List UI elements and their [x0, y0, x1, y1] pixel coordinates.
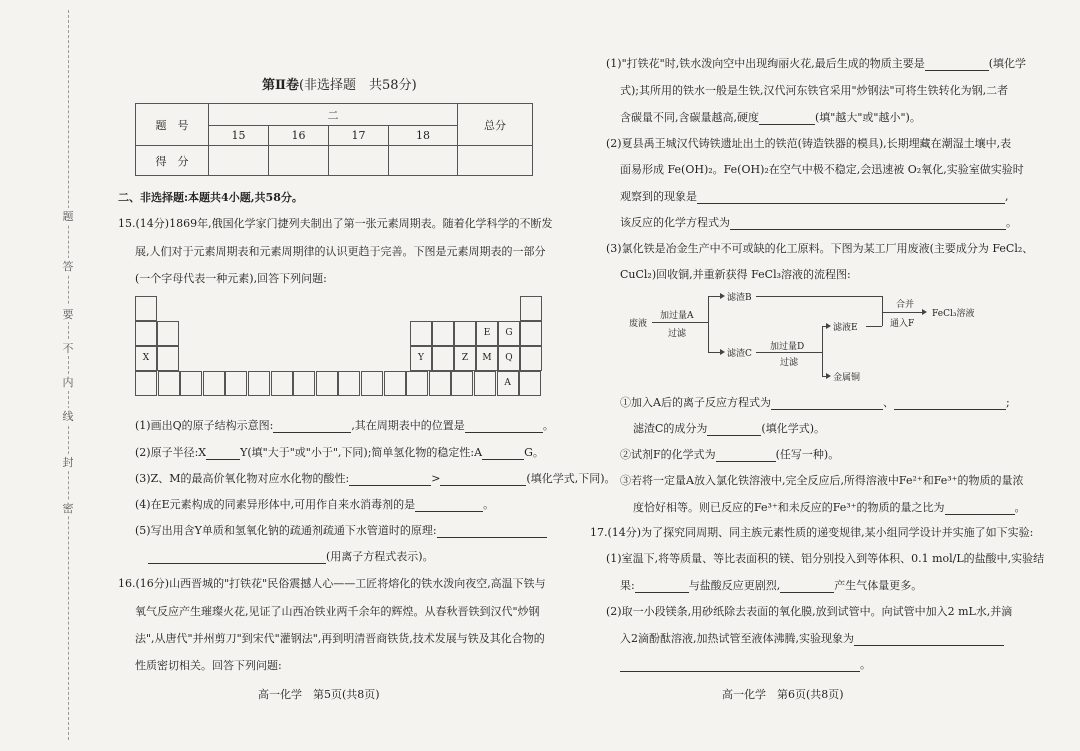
seal-char: 封	[57, 454, 79, 470]
q15-sub5	[135, 522, 547, 538]
pt-cell: Y	[410, 346, 432, 371]
flow-lvB: 滤渣B	[727, 293, 752, 303]
text: (任写一种)。	[775, 448, 840, 461]
answer-blank[interactable]	[730, 218, 1006, 230]
arrow-icon	[720, 349, 725, 355]
pt-cell	[338, 371, 360, 396]
pt-cell: X	[135, 346, 157, 371]
pt-cell	[384, 371, 406, 396]
text: (1)画出Q的原子结构示意图:	[135, 419, 274, 432]
score-col: 17	[329, 126, 389, 146]
text: 产生气体量更多。	[834, 579, 923, 592]
text: G。	[524, 446, 544, 459]
section-title	[262, 74, 417, 93]
answer-blank[interactable]	[206, 448, 240, 460]
page-footer-right: 高一化学 第6页(共8页)	[722, 688, 844, 701]
text: 。	[860, 658, 871, 671]
answer-blank[interactable]	[945, 503, 1015, 515]
score-total: 总分	[458, 104, 533, 146]
pt-cell	[248, 371, 270, 396]
text: 入2滴酚酞溶液,加热试管至液体沸腾,实验现象为	[620, 632, 854, 645]
arrow-icon	[826, 323, 831, 329]
score-input[interactable]	[458, 146, 533, 176]
flow-lvC: 滤渣C	[727, 349, 752, 359]
seal-char: 线	[57, 408, 79, 424]
q16-c3-cont	[633, 499, 1026, 515]
q16-text: 16.(16分)山西晋城的"打铁花"民俗震撼人心——工匠将熔化的铁水泼向夜空,高温下铁与	[118, 577, 546, 590]
seal-char: 内	[57, 374, 79, 390]
pt-cell	[158, 371, 180, 396]
text: (填化学式,下同)。	[526, 472, 616, 485]
pt-cell	[157, 321, 179, 346]
q15-sub5b	[148, 548, 434, 564]
answer-blank[interactable]	[437, 526, 547, 538]
q16-text: 氧气反应产生璀璨火花,见证了山西冶铁业两千余年的辉煌。从春秋晋铁到汉代"炒钢	[135, 605, 540, 618]
seal-char: 题	[57, 208, 79, 224]
pt-cell	[474, 371, 496, 396]
flow-line	[866, 326, 882, 327]
q16-p3-cont: CuCl₂)回收铜,并重新获得 FeCl₃溶液的流程图:	[620, 268, 851, 281]
q17-sub2: (2)取一小段镁条,用砂纸除去表面的氧化膜,放到试管中。向试管中加入2 mL水,并滴	[606, 605, 1013, 618]
text: >	[431, 472, 441, 485]
q17-sub1-cont	[620, 577, 922, 593]
flow-tongF: 通入F	[890, 319, 915, 329]
pt-cell	[519, 371, 541, 396]
flow-a1: 加过量A	[660, 311, 694, 321]
score-input[interactable]	[209, 146, 269, 176]
score-group: 二	[209, 104, 458, 126]
q16-p2-cont2: 观察到的现象是 ,	[620, 190, 1009, 203]
answer-blank[interactable]	[349, 474, 431, 486]
q15-text: (一个字母代表一种元素),回答下列问题:	[135, 272, 327, 285]
title-sub: (非选择题 共58分)	[298, 78, 417, 93]
pt-cell	[316, 371, 338, 396]
answer-blank[interactable]	[771, 398, 883, 410]
answer-blank[interactable]	[894, 398, 1006, 410]
page-footer-left: 高一化学 第5页(共8页)	[258, 688, 380, 701]
text: (填化学	[988, 57, 1026, 70]
flow-d1: 加过量D	[770, 342, 805, 352]
arrow-icon	[826, 373, 831, 379]
q15-text: 展,人们对于元素周期表和元素周期律的认识更趋于完善。下图是元素周期表的一部分	[135, 245, 546, 258]
pt-cell	[135, 296, 157, 321]
pt-cell	[454, 321, 476, 346]
text: 度恰好相等。则已反应的Fe³⁺和未反应的Fe³⁺的物质的量之比为	[633, 501, 945, 514]
answer-blank[interactable]	[780, 581, 834, 593]
text: (填化学式)。	[761, 422, 826, 435]
flow-line	[882, 296, 883, 326]
text: (5)写出用含Y单质和氢氧化钠的疏通剂疏通下水管道时的原理:	[135, 524, 437, 537]
answer-blank[interactable]	[697, 192, 1005, 204]
text: (3)Z、M的最高价氧化物对应水化物的酸性:	[135, 472, 350, 485]
pt-cell	[225, 371, 247, 396]
q16-p3: (3)氯化铁是冶金生产中不可或缺的化工原料。下图为某工厂用废液(主要成分为 FeCl₂、	[606, 242, 1034, 255]
flow-fecl3: FeCl₃溶液	[932, 309, 975, 319]
q15-sub1	[135, 417, 554, 433]
flow-line	[708, 296, 709, 352]
text: 该反应的化学方程式为	[620, 216, 730, 229]
pt-cell	[135, 321, 157, 346]
answer-blank[interactable]	[440, 474, 526, 486]
text: (2)原子半径:X	[135, 446, 207, 459]
score-input[interactable]	[389, 146, 458, 176]
pt-cell	[361, 371, 383, 396]
pt-cell	[271, 371, 293, 396]
q16-c3: ③若将一定量A放入氯化铁溶液中,完全反应后,所得溶液中Fe²⁺和Fe³⁺的物质的量浓	[620, 474, 1024, 487]
answer-blank[interactable]	[925, 59, 989, 71]
arrow-icon	[720, 293, 725, 299]
pt-cell	[520, 296, 542, 321]
pt-cell: Q	[498, 346, 520, 371]
q15-sub4	[135, 496, 494, 512]
answer-blank[interactable]	[620, 660, 860, 672]
text: ;	[1005, 396, 1010, 409]
pt-cell: Z	[454, 346, 476, 371]
q15-sub3	[135, 470, 616, 486]
pt-cell: A	[497, 371, 519, 396]
q15-sub2	[135, 444, 544, 460]
flow-lvE: 滤液E	[833, 323, 858, 333]
flow-line	[652, 322, 708, 323]
title-main: 第Ⅱ卷	[262, 78, 299, 93]
answer-blank[interactable]	[707, 424, 761, 436]
q16-p1	[606, 55, 1026, 71]
text: 与盐酸反应更剧烈,	[688, 579, 781, 592]
flow-line	[756, 296, 882, 297]
score-input[interactable]	[329, 146, 389, 176]
q17-sub2-cont2	[620, 656, 871, 672]
seal-char: 不	[57, 340, 79, 356]
q16-p2: (2)夏县禹王城汉代铸铁遗址出土的铁范(铸造铁器的模具),长期埋藏在潮湿土壤中,表	[606, 137, 1012, 150]
text: 果:	[620, 579, 635, 592]
score-col: 15	[209, 126, 269, 146]
answer-blank[interactable]	[465, 421, 543, 433]
q16-text: 性质密切相关。回答下列问题:	[135, 659, 282, 672]
text: (填"越大"或"越小")。	[815, 111, 921, 124]
score-input[interactable]	[269, 146, 329, 176]
text: ①加入A后的离子反应方程式为	[620, 396, 771, 409]
text: ,其在周期表中的位置是	[351, 419, 465, 432]
pt-cell	[135, 371, 157, 396]
text: (用离子方程式表示)。	[326, 550, 434, 563]
q16-c2	[620, 446, 839, 462]
answer-blank[interactable]	[482, 448, 524, 460]
pt-cell	[157, 346, 179, 371]
pt-cell: M	[476, 346, 498, 371]
q17-sub1: (1)室温下,将等质量、等比表面积的镁、铝分别投入到等体积、0.1 mol/L的盐酸中,实验结	[606, 552, 1045, 565]
score-row2-label: 得 分	[136, 146, 209, 176]
text: 。	[542, 419, 554, 432]
flow-d2: 过滤	[780, 358, 799, 368]
flow-feiye: 废液	[629, 319, 648, 329]
answer-blank[interactable]	[415, 500, 483, 512]
pt-cell	[293, 371, 315, 396]
score-row-label: 题 号	[136, 104, 209, 146]
flow-cu: 金属铜	[833, 373, 861, 383]
answer-blank[interactable]	[854, 634, 1004, 646]
pt-cell	[410, 321, 432, 346]
flow-line	[756, 352, 822, 353]
pt-cell	[203, 371, 225, 396]
pt-cell: G	[498, 321, 520, 346]
answer-blank[interactable]	[635, 581, 689, 593]
answer-blank[interactable]	[716, 450, 776, 462]
text: 滤渣C的成分为	[633, 422, 708, 435]
flow-line	[822, 326, 823, 376]
flow-hebing: 合并	[896, 300, 915, 310]
pt-cell: E	[476, 321, 498, 346]
q16-c1	[620, 394, 1010, 410]
q15-text: 15.(14分)1869年,俄国化学家门捷列夫制出了第一张元素周期表。随着化学科学的不断发	[118, 217, 553, 230]
text: 、	[882, 396, 894, 409]
text: ②试剂F的化学式为	[620, 448, 716, 461]
text: 。	[483, 498, 495, 511]
answer-blank[interactable]	[759, 113, 815, 125]
q16-text: 法",从唐代"并州剪刀"到宋代"灌钢法",再到明清晋商铁货,技术发展与铁及其化合物的	[135, 632, 545, 645]
q16-p1-cont: 式);其所用的铁水一般是生铁,汉代河东铁官采用"炒钢法"可将生铁转化为钢,二者	[620, 84, 1009, 97]
q16-p2-cont3: 该反应的化学方程式为 。	[620, 216, 1017, 229]
text: (4)在E元素构成的同素异形体中,可用作自来水消毒剂的是	[135, 498, 416, 511]
q16-c1-cont	[633, 420, 825, 436]
seal-char: 要	[57, 306, 79, 322]
flow-a2: 过滤	[668, 329, 687, 339]
q17-text: 17.(14分)为了探究同周期、同主族元素性质的递变规律,某小组同学设计并实施了如下实验:	[590, 526, 1034, 539]
text: (1)"打铁花"时,铁水泼向空中出现绚丽火花,最后生成的物质主要是	[606, 57, 925, 70]
seal-char: 答	[57, 258, 79, 274]
seal-char: 密	[57, 500, 79, 516]
q17-sub2-cont	[620, 630, 1004, 646]
text: 。	[1014, 501, 1026, 514]
text: Y(填"大于"或"小于",下同);简单氢化物的稳定性:A	[240, 446, 483, 459]
text: 含碳量不同,含碳量越高,硬度	[620, 111, 759, 124]
score-col: 18	[389, 126, 458, 146]
pt-cell	[432, 346, 454, 371]
pt-cell	[520, 321, 542, 346]
pt-cell	[520, 346, 542, 371]
q16-p1-cont2	[620, 109, 921, 125]
score-table	[135, 103, 533, 176]
score-col: 16	[269, 126, 329, 146]
pt-cell	[180, 371, 202, 396]
arrow-icon	[922, 309, 927, 315]
text: 观察到的现象是	[620, 190, 697, 203]
section-heading: 二、非选择题:本题共4小题,共58分。	[118, 191, 303, 204]
pt-cell	[429, 371, 451, 396]
flow-line	[882, 312, 924, 313]
answer-blank[interactable]	[273, 421, 351, 433]
q16-p2-cont: 面易形成 Fe(OH)₂。Fe(OH)₂在空气中极不稳定,会迅速被 O₂氧化,实验室做实验时	[620, 163, 1024, 176]
answer-blank[interactable]	[148, 552, 326, 564]
pt-cell	[432, 321, 454, 346]
pt-cell	[451, 371, 473, 396]
pt-cell	[406, 371, 428, 396]
